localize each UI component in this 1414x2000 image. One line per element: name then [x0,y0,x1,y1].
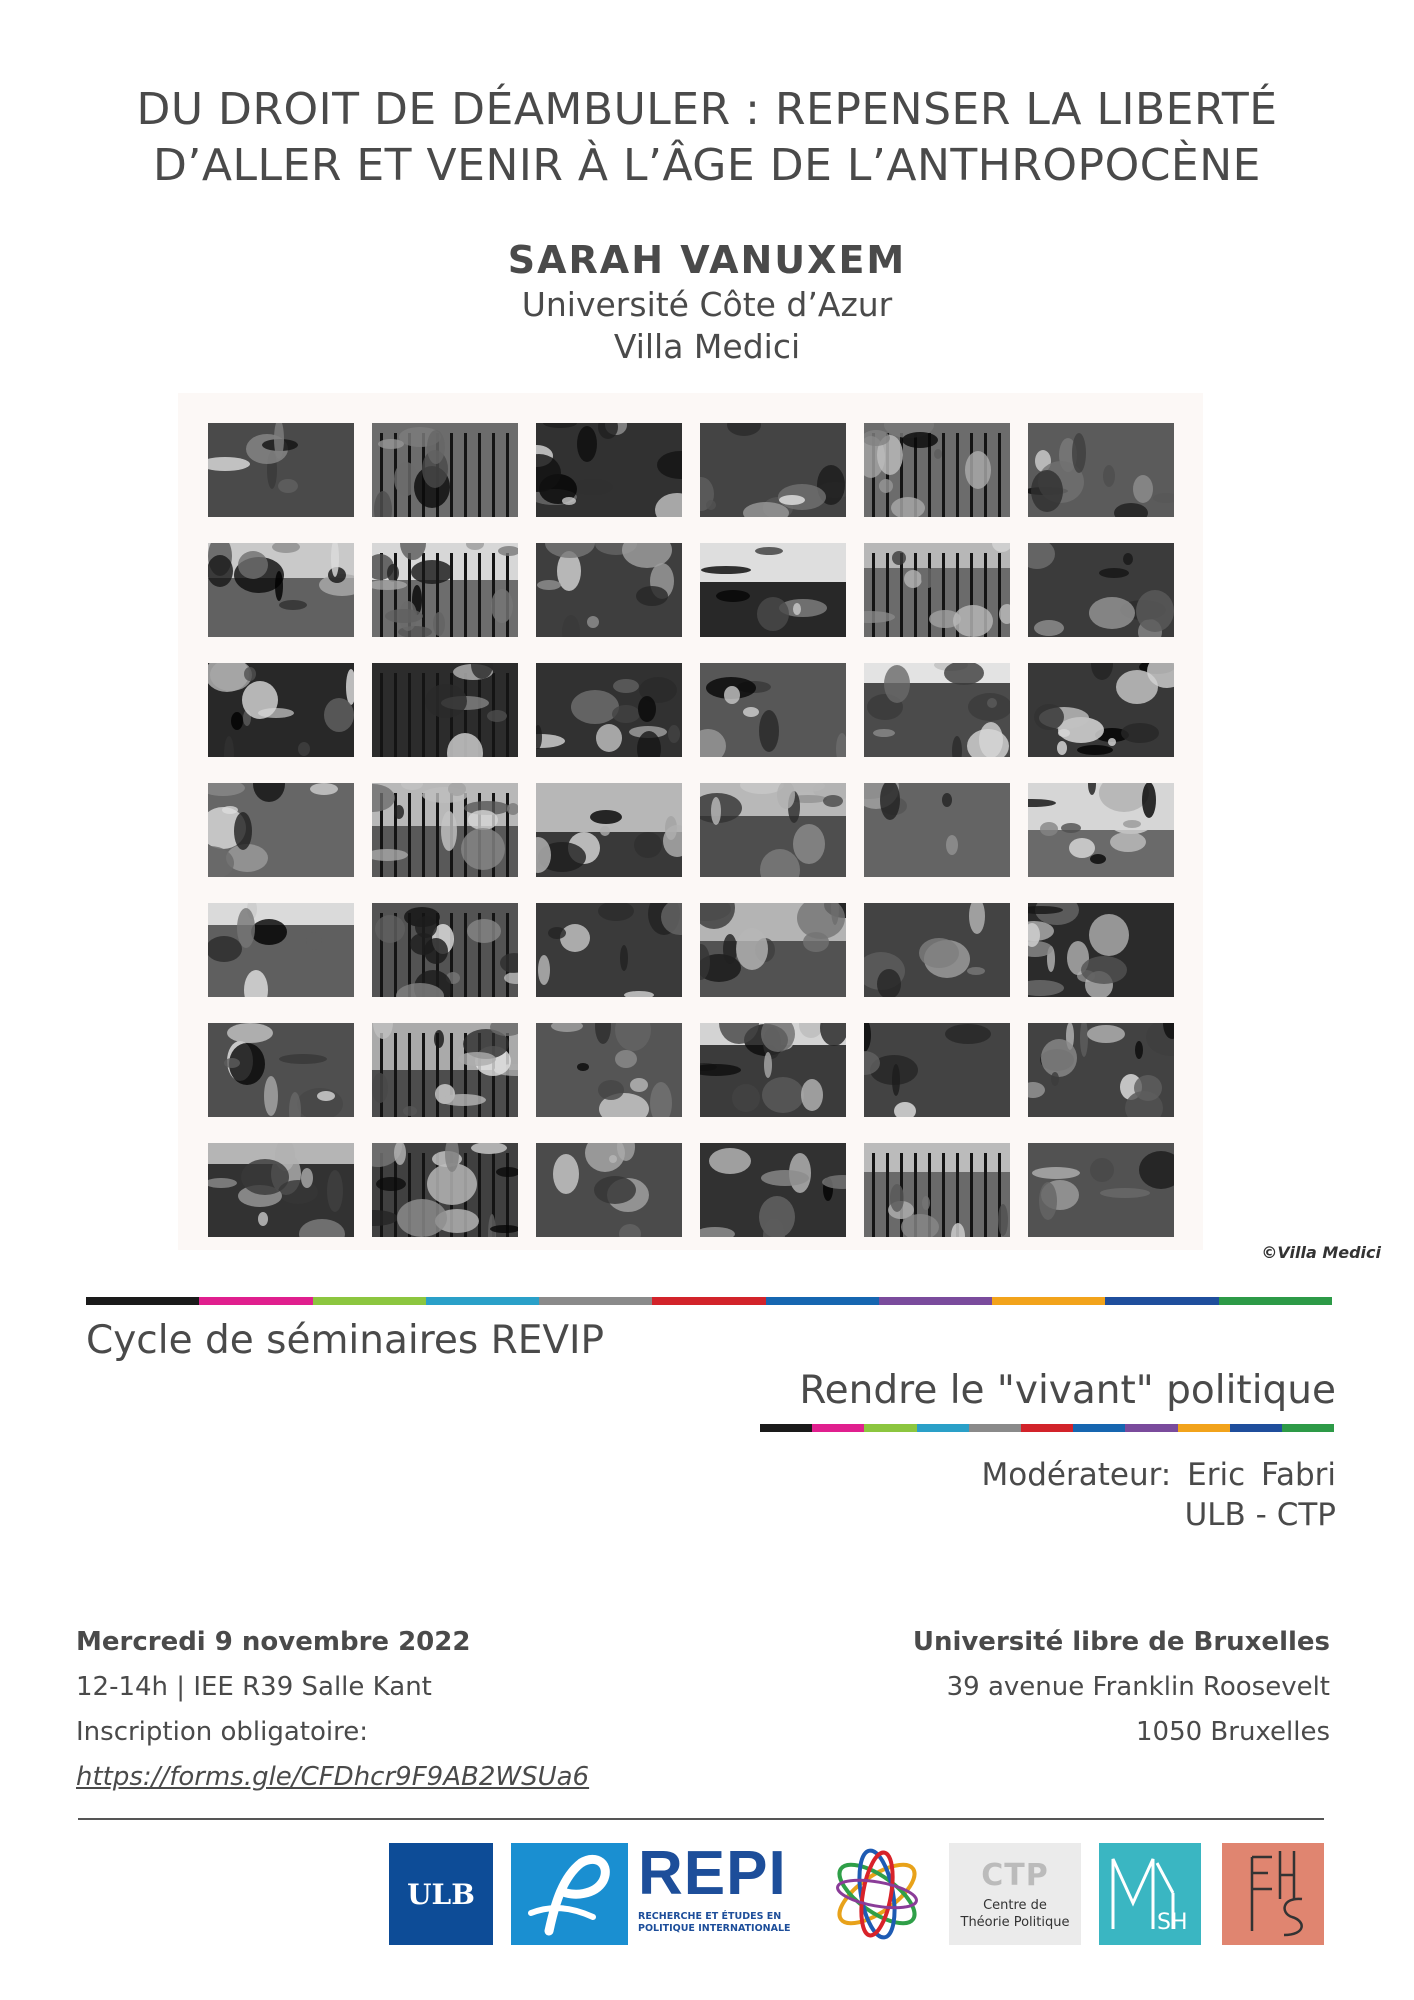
repi-wordmark: REPI [638,1839,787,1908]
speaker-block [0,236,1414,368]
stripe-segment [199,1297,312,1305]
stripe-segment [812,1424,864,1432]
stripe-segment [426,1297,539,1305]
stripe-segment [1073,1424,1125,1432]
stripe-segment [992,1297,1105,1305]
photo-tile [1028,1143,1174,1237]
photo-tile [372,1143,518,1237]
photo-tile [864,1023,1010,1117]
ulb-logo: ULB [389,1843,493,1945]
speaker-name: SARAH VANUXEM [507,238,907,282]
registration-link[interactable]: https://forms.gle/CFDhcr9F9AB2WSUa6 [76,1762,590,1792]
ctp-line-1: Centre de [983,1898,1047,1913]
photo-tile [864,423,1010,517]
ctp-line-2: Théorie Politique [960,1915,1070,1930]
photo-tile [208,543,354,637]
photo-tile [208,903,354,997]
moderator-block [982,1455,1336,1535]
photo-grid-frame [178,393,1203,1250]
stripe-segment [760,1424,812,1432]
footer-divider [78,1818,1324,1820]
photo-tile [864,903,1010,997]
seminar-theme: Rendre le "vivant" politique [799,1368,1336,1413]
photo-tile [1028,423,1174,517]
stripe-segment [1105,1297,1218,1305]
photo-tile [700,783,846,877]
stripe-segment [1282,1424,1334,1432]
color-stripe-top [86,1297,1332,1305]
photo-tile [700,543,846,637]
repi-subtitle-2: POLITIQUE INTERNATIONALE [638,1923,791,1934]
photo-tile [700,1143,846,1237]
venue-street: 39 avenue Franklin Roosevelt [946,1672,1330,1702]
photo-tile [208,1143,354,1237]
stripe-segment [1230,1424,1282,1432]
photo-tile [536,1023,682,1117]
speaker-affiliation-2: Villa Medici [613,327,801,366]
event-title [60,82,1354,194]
photo-credit: ©Villa Medici [1261,1243,1381,1262]
stripe-segment [1219,1297,1332,1305]
msh-logo [1099,1843,1201,1945]
title-line-1: DU DROIT DE DÉAMBULER : REPENSER LA LIBERTÉ [136,84,1278,135]
seminar-cycle: Cycle de séminaires REVIP [86,1318,605,1363]
globe-rings-logo [822,1843,932,1945]
photo-tile [1028,903,1174,997]
photo-tile [536,663,682,757]
repi-logo [638,1839,806,1945]
photo-tile [536,903,682,997]
stripe-segment [917,1424,969,1432]
photo-tile [700,663,846,757]
photo-tile [372,903,518,997]
stripe-segment [652,1297,765,1305]
moderator-affiliation: ULB - CTP [1184,1497,1336,1533]
photo-tile [1028,663,1174,757]
stripe-segment [864,1424,916,1432]
event-time-place: 12-14h | IEE R39 Salle Kant [76,1672,432,1702]
event-date: Mercredi 9 novembre 2022 [76,1627,471,1657]
photo-tile [208,663,354,757]
stripe-segment [879,1297,992,1305]
stripe-segment [1125,1424,1177,1432]
photo-tile [208,1023,354,1117]
photo-tile [536,1143,682,1237]
photo-tile [864,783,1010,877]
title-line-2: D’ALLER ET VENIR À L’ÂGE DE L’ANTHROPOCÈNE [153,140,1261,191]
photo-tile [536,783,682,877]
stripe-segment [86,1297,199,1305]
photo-tile [372,783,518,877]
photo-tile [208,423,354,517]
photo-tile [700,1023,846,1117]
photo-tile [700,423,846,517]
photo-tile [372,423,518,517]
photo-tile [1028,543,1174,637]
photo-tile [864,663,1010,757]
moderator-name: Eric Fabri [1187,1457,1336,1493]
photo-tile [536,423,682,517]
venue-name: Université libre de Bruxelles [912,1627,1330,1657]
stripe-segment [969,1424,1021,1432]
photo-tile [864,1143,1010,1237]
stripe-segment [1021,1424,1073,1432]
stripe-segment [313,1297,426,1305]
stripe-segment [539,1297,652,1305]
speaker-affiliation-1: Université Côte d’Azur [521,285,893,324]
repi-subtitle-1: RECHERCHE ET ÉTUDES EN [638,1911,782,1922]
moderator-label: Modérateur: [981,1457,1172,1493]
photo-tile [864,543,1010,637]
event-details [76,1620,589,1800]
repi-symbol-logo [511,1843,628,1945]
registration-label: Inscription obligatoire: [76,1717,368,1747]
photo-tile [208,783,354,877]
photo-tile [1028,783,1174,877]
stripe-segment [1178,1424,1230,1432]
ctp-logo [949,1843,1081,1945]
ctp-mark: CTP [981,1858,1049,1893]
color-stripe-bottom [760,1424,1334,1432]
photo-tile [1028,1023,1174,1117]
venue-city: 1050 Bruxelles [1135,1717,1330,1747]
svg-text:SH: SH [1157,1910,1188,1935]
stripe-segment [766,1297,879,1305]
venue-details [913,1620,1330,1755]
photo-tile [372,1023,518,1117]
photo-tile [372,543,518,637]
photo-tile [700,903,846,997]
photo-tile [372,663,518,757]
photo-tile [536,543,682,637]
ehs-logo [1222,1843,1324,1945]
